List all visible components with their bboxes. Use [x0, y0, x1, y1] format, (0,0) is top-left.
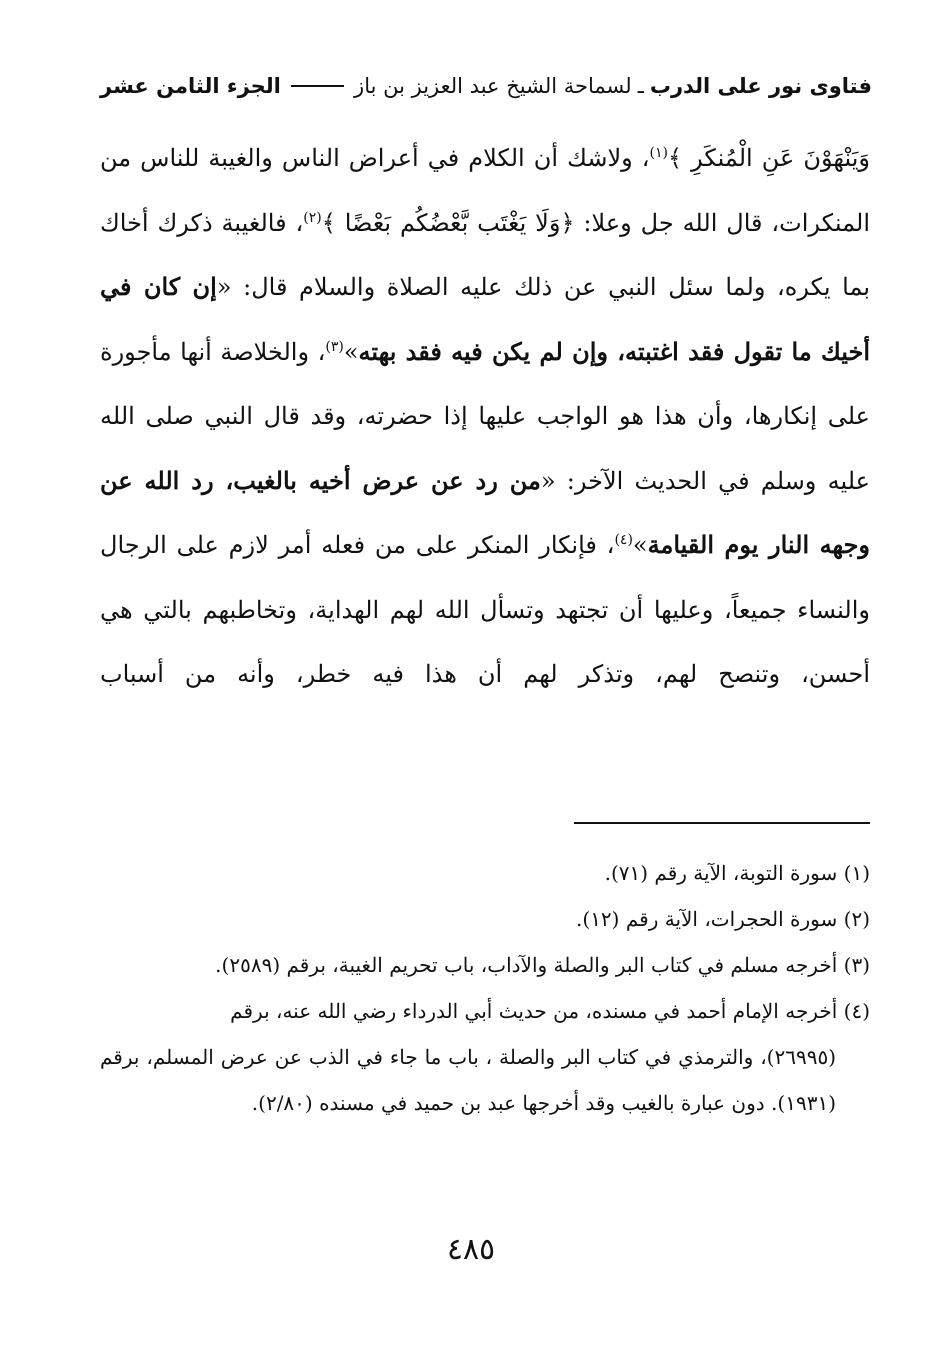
hadith-quote: إن كان في أخيك ما تقول فقد اغتبته، وإن لم يكن فيه فقد بهته [100, 272, 870, 366]
footnote-number: (٣) [843, 953, 870, 977]
page-number: ٤٨٥ [446, 1232, 496, 1267]
text-segment: ، فالغيبة ذكرك أخاك بما يكره، ولما سئل النبي عن ذلك عليه الصلاة والسلام قال: « [100, 208, 870, 301]
footnote-separator [574, 822, 870, 824]
footnote-ref: (٣) [325, 338, 344, 355]
footnote-item [100, 942, 870, 988]
main-text [100, 126, 870, 707]
text-segment: ، والخلاصة أنها مأجورة على إنكارها، وأن هذا هو الواجب عليها إذا حضرته، وقد قال النبي صلى الله عليه وسلم في الحديث الآخر: « [100, 337, 870, 495]
footnote-ref: (١) [649, 145, 668, 161]
running-header [100, 66, 872, 106]
book-title: فتاوى نور على الدرب [649, 74, 872, 98]
footnote-number: (١) [843, 861, 870, 885]
header-rule [291, 85, 344, 87]
quran-verse: ﴿وَلَا يَغْتَب بَّعْضُكُم بَعْضًا ﴾ [321, 208, 575, 237]
author-credit: لسماحة الشيخ عبد العزيز بن باز [354, 74, 632, 98]
header-dash: ـ [637, 74, 644, 98]
footnote-text: سورة التوبة، الآية رقم (٧١). [604, 861, 838, 885]
main-paragraph [100, 126, 870, 707]
text-segment: » [343, 337, 359, 366]
text-segment: ، فإنكار المنكر على من فعله أمر لازم على الرجال والنساء جميعاً، وعليها أن تجتهد وتسأل الله لهم الهداية، وتخاطبهم بالتي هي أحسن، وتنصح لهم، وتذكر لهم أن هذا فيه خطر، وأنه من أسباب [100, 531, 870, 688]
volume-label: الجزء الثامن عشر [100, 74, 281, 98]
text-segment: » [632, 531, 648, 559]
footnote-text: أخرجه مسلم في كتاب البر والصلة والآداب، باب تحريم الغيبة، برقم (٢٥٨٩). [215, 953, 838, 977]
footnote-text: سورة الحجرات، الآية رقم (١٢). [576, 907, 838, 931]
footnote-item [100, 850, 870, 896]
quran-verse: وَيَنْهَوْنَ عَنِ الْمُنكَرِ ﴾ [667, 144, 870, 172]
footnote-ref: (٢) [303, 209, 322, 226]
footnote-ref: (٤) [614, 532, 633, 548]
footnote-continuation: (٢٦٩٩٥)، والترمذي في كتاب البر والصلة ، باب ما جاء في الذب عن عرض المسلم، برقم (١٩٣١). دون عبارة بالغيب وقد أخرجها عبد بن حميد في مسنده (٢/٨٠). [100, 1045, 837, 1115]
hadith-quote: من رد عن عرض أخيه بالغيب، رد الله عن وجهه النار يوم القيامة [100, 465, 870, 559]
footnote-text: أخرجه الإمام أحمد في مسنده، من حديث أبي الدرداء رضي الله عنه، برقم [230, 999, 838, 1023]
footnote-number: (٤) [843, 999, 870, 1023]
footnote-number: (٢) [843, 907, 870, 931]
text-segment: ، ولاشك أن الكلام في أعراض الناس والغيبة للناس من المنكرات، قال الله جل وعلا: [100, 144, 871, 237]
footnotes [100, 850, 870, 1126]
footnote-item [100, 896, 870, 942]
footnote-item [100, 988, 870, 1126]
